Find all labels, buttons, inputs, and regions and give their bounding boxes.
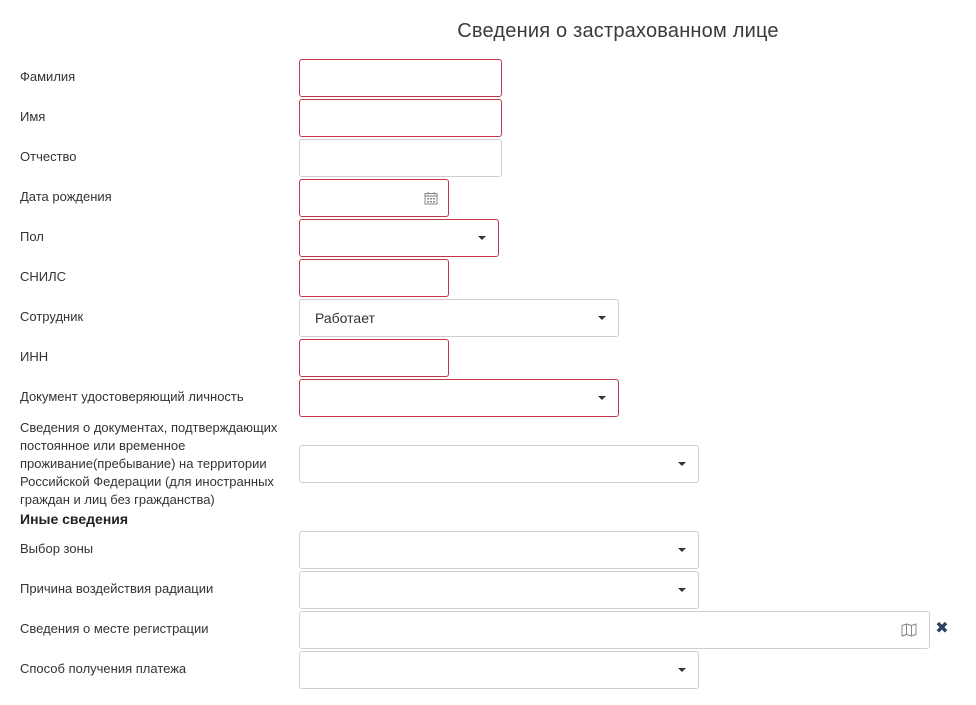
chevron-down-icon [678, 548, 686, 552]
name-label: Имя [20, 109, 46, 124]
gender-select[interactable] [299, 219, 499, 257]
patronymic-input[interactable] [299, 139, 502, 177]
chevron-down-icon [678, 668, 686, 672]
page-title: Сведения о застрахованном лице [457, 20, 779, 42]
zone-label: Выбор зоны [20, 541, 94, 556]
residence-doc-label-line: проживание(пребывание) на территории [20, 456, 267, 471]
name-input[interactable] [299, 99, 502, 137]
residence-doc-label-line: граждан и лиц без гражданства) [20, 492, 215, 507]
payment-method-label: Способ получения платежа [20, 661, 187, 676]
surname-label: Фамилия [20, 69, 76, 84]
snils-input[interactable] [299, 259, 449, 297]
birth-date-label: Дата рождения [20, 189, 112, 204]
employee-select[interactable] [299, 299, 619, 337]
patronymic-label: Отчество [20, 149, 77, 164]
employee-label: Сотрудник [20, 309, 84, 324]
zone-select[interactable] [299, 531, 699, 569]
other-info-heading: Иные сведения [20, 511, 129, 527]
chevron-down-icon [598, 316, 606, 320]
identity-doc-label: Документ удостоверяющий личность [20, 389, 244, 404]
residence-doc-label [20, 419, 295, 509]
map-icon[interactable] [901, 623, 917, 637]
residence-doc-label-line: постоянное или временное [20, 438, 186, 453]
identity-doc-select[interactable] [299, 379, 619, 417]
chevron-down-icon [678, 462, 686, 466]
registration-place-input[interactable] [299, 611, 930, 649]
employee-value: Работает [315, 310, 375, 326]
surname-input[interactable] [299, 59, 502, 97]
radiation-cause-select[interactable] [299, 571, 699, 609]
inn-input[interactable] [299, 339, 449, 377]
registration-place-label: Сведения о месте регистрации [20, 621, 209, 636]
chevron-down-icon [598, 396, 606, 400]
radiation-cause-label: Причина воздействия радиации [20, 581, 214, 596]
calendar-icon[interactable] [424, 191, 438, 205]
residence-doc-label-line: Сведения о документах, подтверждающих [20, 420, 278, 435]
chevron-down-icon [478, 236, 486, 240]
residence-doc-select[interactable] [299, 445, 699, 483]
inn-label: ИНН [20, 349, 49, 364]
residence-doc-label-line: Российской Федерации (для иностранных [20, 474, 274, 489]
snils-label: СНИЛС [20, 269, 67, 284]
payment-method-select[interactable] [299, 651, 699, 689]
gender-label: Пол [20, 229, 44, 244]
birth-date-input[interactable] [299, 179, 449, 217]
chevron-down-icon [678, 588, 686, 592]
close-icon[interactable]: ✖ [935, 620, 949, 637]
